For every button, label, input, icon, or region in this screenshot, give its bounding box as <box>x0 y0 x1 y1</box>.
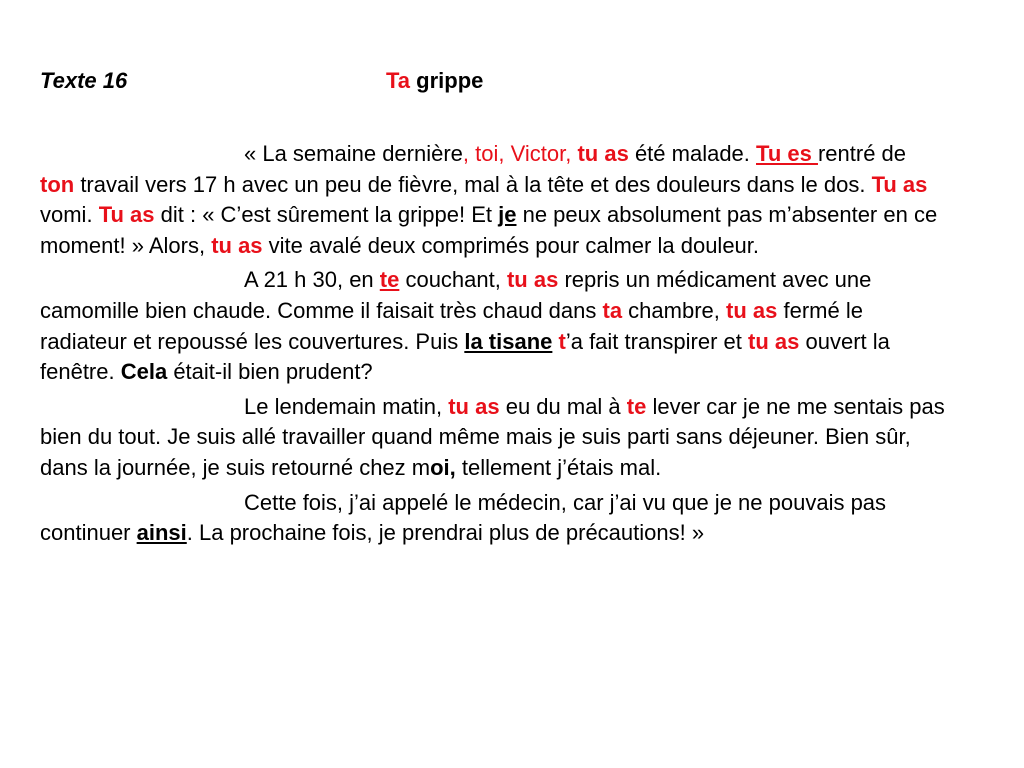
highlighted-word: Tu as <box>98 202 155 228</box>
highlighted-word: , toi, Victor, <box>462 141 578 166</box>
highlighted-word: t <box>558 328 566 354</box>
text-run: ’a fait transpirer et <box>565 328 749 354</box>
slide-title <box>386 64 483 98</box>
highlighted-word: ta <box>602 297 623 323</box>
text-run: Le lendemain matin, <box>244 393 449 419</box>
title-row <box>40 64 940 98</box>
title-highlight: Ta <box>386 68 411 93</box>
text-run: fermé le radiateur et repoussé les couvertures. Puis <box>40 297 863 354</box>
highlighted-word: tu as <box>448 393 500 419</box>
text-run: . La prochaine fois, je prendrai plus de précautions! » <box>186 520 705 546</box>
text-run: travail vers 17 h avec un peu de fièvre, mal à la tête et des douleurs dans le dos. <box>74 171 872 197</box>
text-run: A 21 h 30, en <box>244 267 380 293</box>
text-run: couchant, <box>399 267 507 293</box>
highlighted-word: Tu es <box>756 141 818 166</box>
highlighted-word: tu as <box>748 328 800 354</box>
highlighted-word: oi, <box>430 454 456 480</box>
text-run: eu du mal à <box>499 393 627 419</box>
highlighted-word: ton <box>40 171 75 197</box>
highlighted-word: la tisane <box>464 328 553 354</box>
paragraph <box>40 265 945 387</box>
title-word: grippe <box>416 68 484 93</box>
highlighted-word: tu as <box>506 267 559 293</box>
text-run: vomi. <box>40 202 99 228</box>
paragraph <box>40 139 945 261</box>
highlighted-word: Cela <box>120 359 168 385</box>
highlighted-word: tu as <box>726 297 778 323</box>
text-run: Cette fois, j’ai appelé le médecin, car j’ai vu que je ne pouvais pas continuer <box>40 489 887 546</box>
text-run: était-il bien prudent? <box>167 359 373 385</box>
highlighted-word: te <box>379 267 400 293</box>
text-run: lever car je ne me sentais pas bien du tout. Je suis allé travailler quand même mais je suis parti sans déjeuner. Bien sûr, dans la journée, je suis retourné chez m <box>40 393 945 480</box>
text-run: repris un médicament avec une camomille bien chaude. Comme il faisait très chaud dans <box>40 267 872 323</box>
text-run: ouvert la fenêtre. <box>40 328 890 385</box>
text-run: tellement j’étais mal. <box>455 454 662 480</box>
text-run: vite avalé deux comprimés pour calmer la douleur. <box>262 232 760 258</box>
highlighted-word: Tu as <box>871 171 928 197</box>
highlighted-word: je <box>498 202 517 228</box>
highlighted-word: tu as <box>577 141 629 166</box>
text-run: rentré de <box>817 141 907 166</box>
text-run: été malade. <box>628 141 757 166</box>
story-body <box>40 139 945 553</box>
text-run: chambre, <box>622 297 726 323</box>
text-run: « La semaine dernière <box>244 141 463 166</box>
highlighted-word: ainsi <box>136 520 187 546</box>
highlighted-word: te <box>626 393 647 419</box>
text-label: Texte 16 <box>40 68 128 93</box>
highlighted-word: tu as <box>211 232 263 258</box>
text-run: dit : « C’est sûrement la grippe! Et <box>154 202 499 228</box>
text-run: ne peux absolument pas m’absenter en ce moment! » Alors, <box>40 202 938 258</box>
paragraph <box>40 488 945 549</box>
paragraph <box>40 392 945 484</box>
